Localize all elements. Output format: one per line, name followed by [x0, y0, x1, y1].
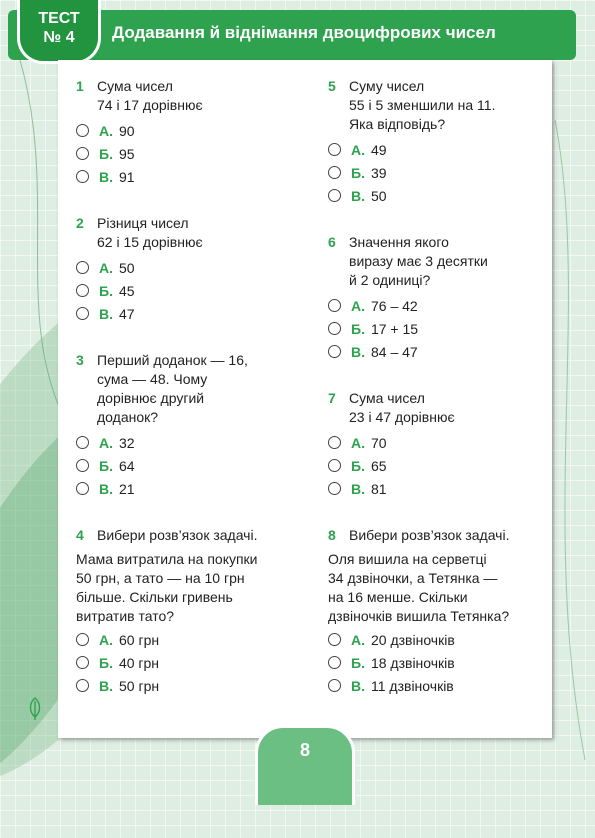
answer-option[interactable] [76, 628, 301, 651]
answer-option[interactable] [328, 454, 553, 477]
radio-circle-icon[interactable] [328, 345, 341, 358]
question-number: 6 [328, 234, 336, 250]
question-text: Перший доданок — 16, сума — 48. Чому дорівнює другий доданок? [97, 352, 248, 425]
option-letter: А. [351, 297, 365, 314]
answer-option[interactable] [328, 674, 553, 697]
answer-option[interactable] [76, 119, 301, 142]
option-value: 50 [119, 259, 135, 276]
answer-option[interactable] [76, 454, 301, 477]
option-value: 81 [371, 480, 387, 497]
question-header [76, 214, 301, 252]
option-letter: Б. [351, 320, 365, 337]
radio-circle-icon[interactable] [76, 436, 89, 449]
option-value: 50 [371, 187, 387, 204]
option-letter: В. [99, 677, 113, 694]
answer-option[interactable] [328, 138, 553, 161]
answer-option[interactable] [328, 161, 553, 184]
radio-circle-icon[interactable] [76, 307, 89, 320]
answer-option[interactable] [76, 431, 301, 454]
option-value: 95 [118, 145, 135, 162]
answer-option[interactable] [328, 651, 553, 674]
option-letter: А. [99, 122, 113, 139]
option-value: 70 [371, 434, 387, 451]
question-number: 3 [76, 352, 84, 368]
question-4 [76, 526, 301, 697]
option-letter: В. [351, 343, 365, 360]
option-value: 18 дзвіночків [370, 654, 455, 671]
test-badge-number: № 4 [43, 29, 75, 46]
radio-circle-icon[interactable] [328, 299, 341, 312]
question-header [328, 526, 553, 545]
radio-circle-icon[interactable] [76, 633, 89, 646]
page-number-tab [255, 725, 355, 805]
option-value: 45 [118, 282, 135, 299]
option-value: 90 [119, 122, 135, 139]
radio-circle-icon[interactable] [76, 261, 89, 274]
question-number: 2 [76, 215, 84, 231]
option-value: 65 [370, 457, 387, 474]
option-value: 11 дзвіночків [371, 677, 454, 694]
option-letter: В. [99, 168, 113, 185]
option-letter: А. [351, 141, 365, 158]
option-value: 91 [119, 168, 135, 185]
option-letter: Б. [99, 145, 113, 162]
answer-option[interactable] [76, 651, 301, 674]
radio-circle-icon[interactable] [76, 656, 89, 669]
option-letter: Б. [99, 282, 113, 299]
question-text: Вибери розв’язок задачі. [97, 527, 258, 543]
question-header [76, 351, 301, 427]
option-letter: Б. [351, 654, 365, 671]
radio-circle-icon[interactable] [328, 166, 341, 179]
question-number: 1 [76, 78, 84, 94]
question-text: Сума чисел 74 і 17 дорівнює [97, 78, 203, 113]
option-value: 76 – 42 [371, 297, 418, 314]
question-1 [76, 77, 301, 188]
radio-circle-icon[interactable] [328, 436, 341, 449]
option-value: 39 [370, 164, 387, 181]
question-text: Сума чисел 23 і 47 дорівнює [349, 390, 455, 425]
question-header [328, 233, 553, 290]
radio-circle-icon[interactable] [328, 656, 341, 669]
question-text: Різниця чисел 62 і 15 дорівнює [97, 215, 203, 250]
option-value: 40 грн [118, 654, 160, 671]
answer-option[interactable] [76, 165, 301, 188]
radio-circle-icon[interactable] [328, 189, 341, 202]
question-text: Вибери розв’язок задачі. [349, 527, 510, 543]
question-text: Суму чисел 55 і 5 зменшили на 11. Яка відповідь? [349, 78, 496, 132]
radio-circle-icon[interactable] [328, 143, 341, 156]
answer-option[interactable] [76, 256, 301, 279]
option-value: 49 [371, 141, 387, 158]
answer-option[interactable] [328, 317, 553, 340]
problem-text: Оля вишила на серветці 34 дзвіночки, а Тетянка — на 16 менше. Скільки дзвіночків вишила Тетянка? [328, 551, 510, 624]
option-value: 50 грн [119, 677, 160, 694]
answer-option[interactable] [76, 302, 301, 325]
option-letter: А. [99, 434, 113, 451]
option-value: 84 – 47 [371, 343, 418, 360]
page-title: Додавання й віднімання двоцифрових чисел [112, 23, 496, 42]
option-letter: В. [351, 480, 365, 497]
option-letter: В. [351, 187, 365, 204]
question-6 [328, 233, 553, 363]
test-badge-label: ТЕСТ [38, 10, 80, 27]
option-letter: Б. [351, 164, 365, 181]
answer-option[interactable] [76, 279, 301, 302]
radio-circle-icon[interactable] [328, 459, 341, 472]
radio-circle-icon[interactable] [76, 170, 89, 183]
question-3 [76, 351, 301, 500]
question-header [76, 526, 301, 545]
question-2 [76, 214, 301, 325]
option-letter: А. [351, 434, 365, 451]
option-letter: В. [99, 305, 113, 322]
radio-circle-icon[interactable] [76, 147, 89, 160]
question-number: 8 [328, 527, 336, 543]
radio-circle-icon[interactable] [328, 482, 341, 495]
radio-circle-icon[interactable] [76, 284, 89, 297]
option-value: 64 [118, 457, 135, 474]
option-value: 32 [119, 434, 135, 451]
option-letter: Б. [351, 457, 365, 474]
option-letter: Б. [99, 457, 113, 474]
option-value: 21 [119, 480, 135, 497]
question-number: 5 [328, 78, 336, 94]
option-value: 20 дзвіночків [371, 631, 455, 648]
option-letter: А. [99, 631, 113, 648]
problem-text: Мама витратила на покупки 50 грн, а тато — на 10 грн більше. Скільки гривень витратив тато? [76, 551, 258, 624]
answer-option[interactable] [328, 184, 553, 207]
answer-option[interactable] [76, 142, 301, 165]
radio-circle-icon[interactable] [76, 482, 89, 495]
radio-circle-icon[interactable] [328, 322, 341, 335]
answer-option[interactable] [328, 294, 553, 317]
radio-circle-icon[interactable] [76, 459, 89, 472]
option-value: 60 грн [119, 631, 160, 648]
option-value: 17 + 15 [370, 320, 419, 337]
question-header [76, 77, 301, 115]
leaf-icon [28, 697, 42, 721]
question-5 [328, 77, 553, 207]
answer-option[interactable] [328, 431, 553, 454]
option-letter: В. [351, 677, 365, 694]
answer-option[interactable] [76, 674, 301, 697]
question-header [328, 77, 553, 134]
question-header [328, 389, 553, 427]
test-badge [17, 0, 101, 64]
question-text: Значення якого виразу має 3 десятки й 2 одиниці? [349, 234, 488, 288]
option-letter: А. [351, 631, 365, 648]
radio-circle-icon[interactable] [76, 124, 89, 137]
question-number: 7 [328, 390, 336, 406]
answer-option[interactable] [76, 477, 301, 500]
answer-option[interactable] [328, 628, 553, 651]
question-8 [328, 526, 553, 697]
test-sheet [58, 60, 552, 738]
page-number: 8 [299, 740, 310, 760]
question-number: 4 [76, 527, 84, 543]
option-letter: А. [99, 259, 113, 276]
radio-circle-icon[interactable] [328, 679, 341, 692]
question-7 [328, 389, 553, 500]
radio-circle-icon[interactable] [328, 633, 341, 646]
option-letter: Б. [99, 654, 113, 671]
radio-circle-icon[interactable] [76, 679, 89, 692]
option-value: 47 [119, 305, 135, 322]
option-letter: В. [99, 480, 113, 497]
answer-option[interactable] [328, 340, 553, 363]
answer-option[interactable] [328, 477, 553, 500]
